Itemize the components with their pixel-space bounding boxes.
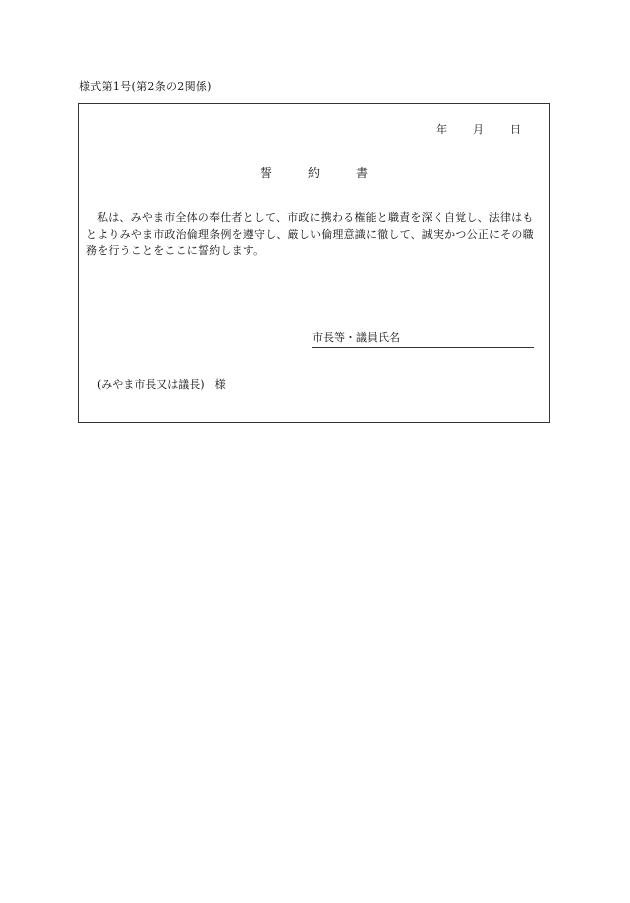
- signature-line: [312, 330, 534, 348]
- title-char-3: 書: [356, 166, 369, 180]
- addressee-honorific: 様: [214, 378, 226, 391]
- date-month-label: 月: [473, 123, 484, 136]
- title-char-1: 誓: [259, 166, 272, 180]
- form-number-label: 様式第1号(第2条の2関係): [79, 80, 212, 93]
- signature-label: 市長等・議員氏名: [312, 331, 400, 344]
- date-line: [436, 123, 521, 137]
- addressee: [97, 377, 226, 393]
- date-day-label: 日: [510, 123, 521, 136]
- title-char-2: 約: [307, 166, 320, 180]
- date-year-label: 年: [436, 123, 447, 136]
- pledge-body-text: 私は、みやま市全体の奉仕者として、市政に携わる権能と職責を深く自覚し、法律はもとよりみやま市政治倫理条例を遵守し、厳しい倫理意識に徹して、誠実かつ公正にその職務を行うことをここに誓約します。: [86, 211, 534, 257]
- document-title: [79, 165, 549, 181]
- pledge-form: [78, 103, 550, 423]
- addressee-name: (みやま市長又は議長): [97, 378, 205, 391]
